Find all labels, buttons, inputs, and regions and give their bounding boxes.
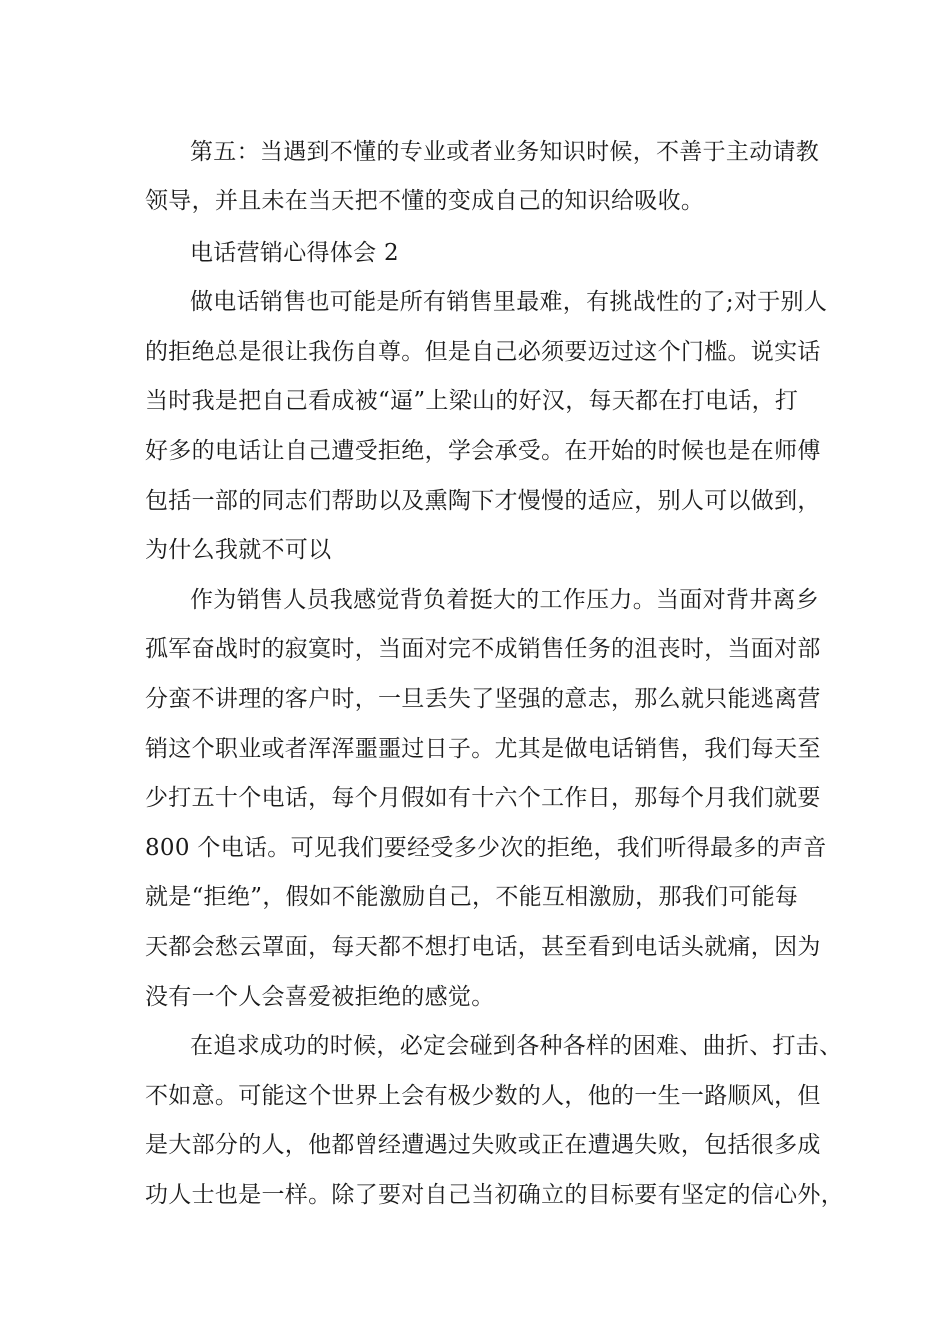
paragraph-line: 包括一部的同志们帮助以及熏陶下才慢慢的适应，别人可以做到，: [145, 488, 821, 514]
paragraph-line: 销这个职业或者浑浑噩噩过日子。尤其是做电话销售，我们每天至: [145, 736, 821, 762]
paragraph-line: 第五：当遇到不懂的专业或者业务知识时候，不善于主动请教: [190, 139, 820, 165]
paragraph-line: 就是“拒绝”，假如不能激励自己，不能互相激励，那我们可能每: [145, 884, 799, 910]
paragraph-line: 孤军奋战时的寂寞时，当面对完不成销售任务的沮丧时，当面对部: [145, 636, 821, 662]
paragraph-line: 800 个电话。可见我们要经受多少次的拒绝，我们听得最多的声音: [145, 835, 827, 861]
paragraph-line: 不如意。可能这个世界上会有极少数的人，他的一生一路顺风，但: [145, 1083, 821, 1109]
paragraph-line: 做电话销售也可能是所有销售里最难，有挑战性的了;对于别人: [190, 289, 828, 315]
paragraph-line: 分蛮不讲理的客户时，一旦丢失了坚强的意志，那么就只能逃离营: [145, 686, 821, 712]
paragraph-line: 天都会愁云罩面，每天都不想打电话，甚至看到电话头就痛，因为: [145, 934, 821, 960]
paragraph-line: 当时我是把自己看成被“逼”上梁山的好汉，每天都在打电话，打: [145, 388, 799, 414]
paragraph-line: 少打五十个电话，每个月假如有十六个工作日，那每个月我们就要: [145, 785, 821, 811]
paragraph-line: 作为销售人员我感觉背负着挺大的工作压力。当面对背井离乡: [190, 587, 820, 613]
paragraph-line: 好多的电话让自己遭受拒绝，学会承受。在开始的时候也是在师傅: [145, 438, 821, 464]
paragraph-line: 是大部分的人，他都曾经遭遇过失败或正在遭遇失败，包括很多成: [145, 1132, 821, 1158]
paragraph-line: 的拒绝总是很让我伤自尊。但是自己必须要迈过这个门槛。说实话: [145, 339, 821, 365]
paragraph-line: 功人士也是一样。除了要对自己当初确立的目标要有坚定的信心外，: [145, 1182, 844, 1208]
paragraph-line: 领导，并且未在当天把不懂的变成自己的知识给吸收。: [145, 188, 705, 214]
paragraph-line: 没有一个人会喜爱被拒绝的感觉。: [145, 984, 495, 1010]
paragraph-line: 在追求成功的时候，必定会碰到各种各样的困难、曲折、打击、: [190, 1033, 843, 1059]
section-heading: 电话营销心得体会 2: [190, 240, 399, 266]
paragraph-line: 为什么我就不可以: [145, 537, 332, 563]
